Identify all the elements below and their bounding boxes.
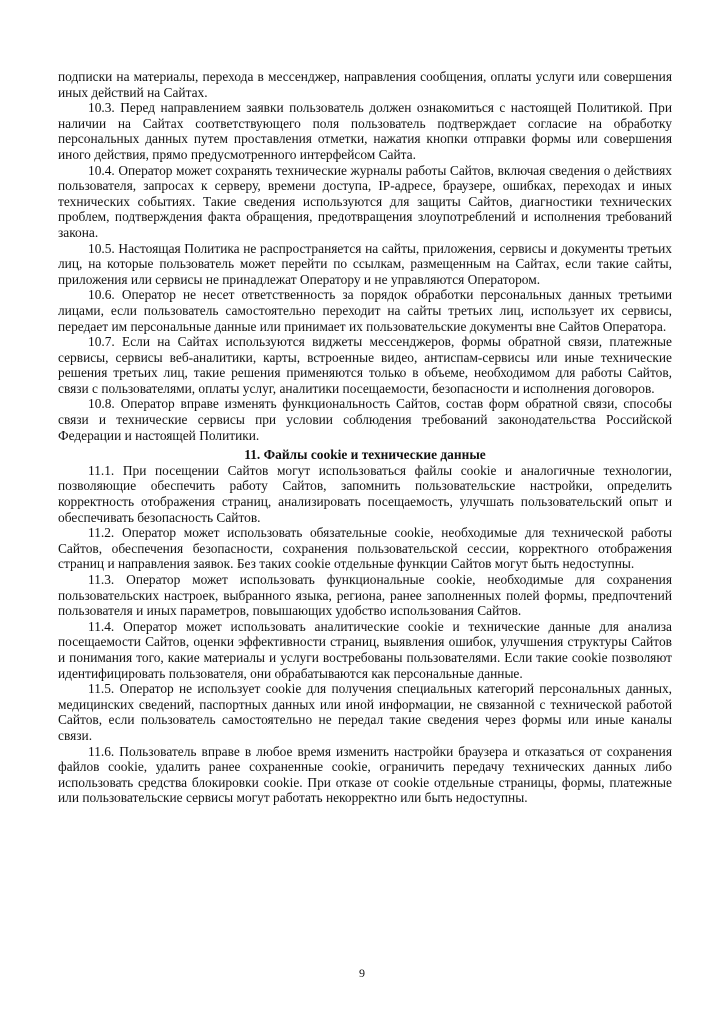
intro-paragraph: подписки на материалы, перехода в мессенджер, направления сообщения, оплаты услуги или совершения иных действий на Сайтах. <box>58 69 672 100</box>
paragraph-11-4: 11.4. Оператор может использовать аналитические cookie и технические данные для анализа посещаемости Сайтов, оценки эффективности страниц, выявления ошибок, улучшения структуры Сайтов и понимания того, какие материалы и услуги востребованы пользователями. Если такие cookie позволяют идентифицировать пользователя, они обрабатываются как персональные данные. <box>58 618 672 681</box>
document-page <box>58 69 672 806</box>
page-number: 9 <box>359 966 365 980</box>
paragraph-11-2: 11.2. Оператор может использовать обязательные cookie, необходимые для технической работы Сайтов, обеспечения безопасности, сохранения пользовательской сессии, корректного отображения страниц и направления заявок. Без таких cookie отдельные функции Сайтов могут быть недоступны. <box>58 525 672 572</box>
paragraph-10-7: 10.7. Если на Сайтах используются виджеты мессенджеров, формы обратной связи, платежные сервисы, сервисы веб-аналитики, карты, встроенные видео, антиспам-сервисы или иные технические решения третьих лиц, такие решения применяются только в объеме, необходимом для работы Сайтов, связи с пользователями, оплаты услуг, аналитики посещаемости, безопасности и исполнения договоров. <box>58 334 672 396</box>
paragraph-10-5: 10.5. Настоящая Политика не распространяется на сайты, приложения, сервисы и документы третьих лиц, на которые пользователь может перейти по ссылкам, размещенным на Сайтах, если такие сайты, приложения или сервисы не принадлежат Оператору и не управляются Оператором. <box>58 240 672 287</box>
paragraph-10-6: 10.6. Оператор не несет ответственность за порядок обработки персональных данных третьими лицами, если пользователь самостоятельно переходит на сайты третьих лиц, использует их сервисы, передает им персональные данные или принимает их пользовательские документы вне Сайтов Оператора. <box>58 287 672 334</box>
section-11-heading: 11. Файлы cookie и технические данные <box>244 447 486 463</box>
paragraph-11-6: 11.6. Пользователь вправе в любое время изменить настройки браузера и отказаться от сохранения файлов cookie, удалить ранее сохраненные cookie, ограничить передачу технических данных либо использовать средства блокировки cookie. При отказе от cookie отдельные страницы, формы, платежные или пользовательские сервисы могут работать некорректно или быть недоступны. <box>58 743 672 806</box>
paragraph-11-3: 11.3. Оператор может использовать функциональные cookie, необходимые для сохранения пользовательских настроек, выбранного языка, региона, ранее заполненных полей формы, предпочтений пользователя и иных параметров, повышающих удобство использования Сайтов. <box>58 572 672 619</box>
paragraph-11-1: 11.1. При посещении Сайтов могут использоваться файлы cookie и аналогичные технологии, позволяющие обеспечить работу Сайтов, запомнить пользовательские настройки, определить корректность отображения страниц, анализировать посещаемость, улучшать пользовательский опыт и обеспечивать безопасность Сайтов. <box>58 462 672 525</box>
paragraph-10-3: 10.3. Перед направлением заявки пользователь должен ознакомиться с настоящей Политикой. При наличии на Сайтах соответствующего поля пользователь подтверждает согласие на обработку персональных данных путем проставления отметки, нажатия кнопки отправки формы или совершения иного действия, прямо предусмотренного интерфейсом Сайта. <box>58 100 672 162</box>
paragraph-10-4: 10.4. Оператор может сохранять технические журналы работы Сайтов, включая сведения о действиях пользователя, запросах к серверу, времени доступа, IP-адресе, браузере, ошибках, переходах и иных технических событиях. Такие сведения используются для защиты Сайтов, диагностики технических проблем, подтверждения факта обращения, предотвращения злоупотреблений и исполнения требований закона. <box>58 162 672 240</box>
paragraph-10-8: 10.8. Оператор вправе изменять функциональность Сайтов, состав форм обратной связи, способы связи и технические сервисы при условии соблюдения требований законодательства Российской Федерации и настоящей Политики. <box>58 396 672 443</box>
paragraph-11-5: 11.5. Оператор не использует cookie для получения специальных категорий персональных данных, медицинских сведений, паспортных данных или иной информации, не связанной с технической работой Сайтов, если пользователь самостоятельно не передал такие сведения через формы или иные каналы связи. <box>58 681 672 743</box>
